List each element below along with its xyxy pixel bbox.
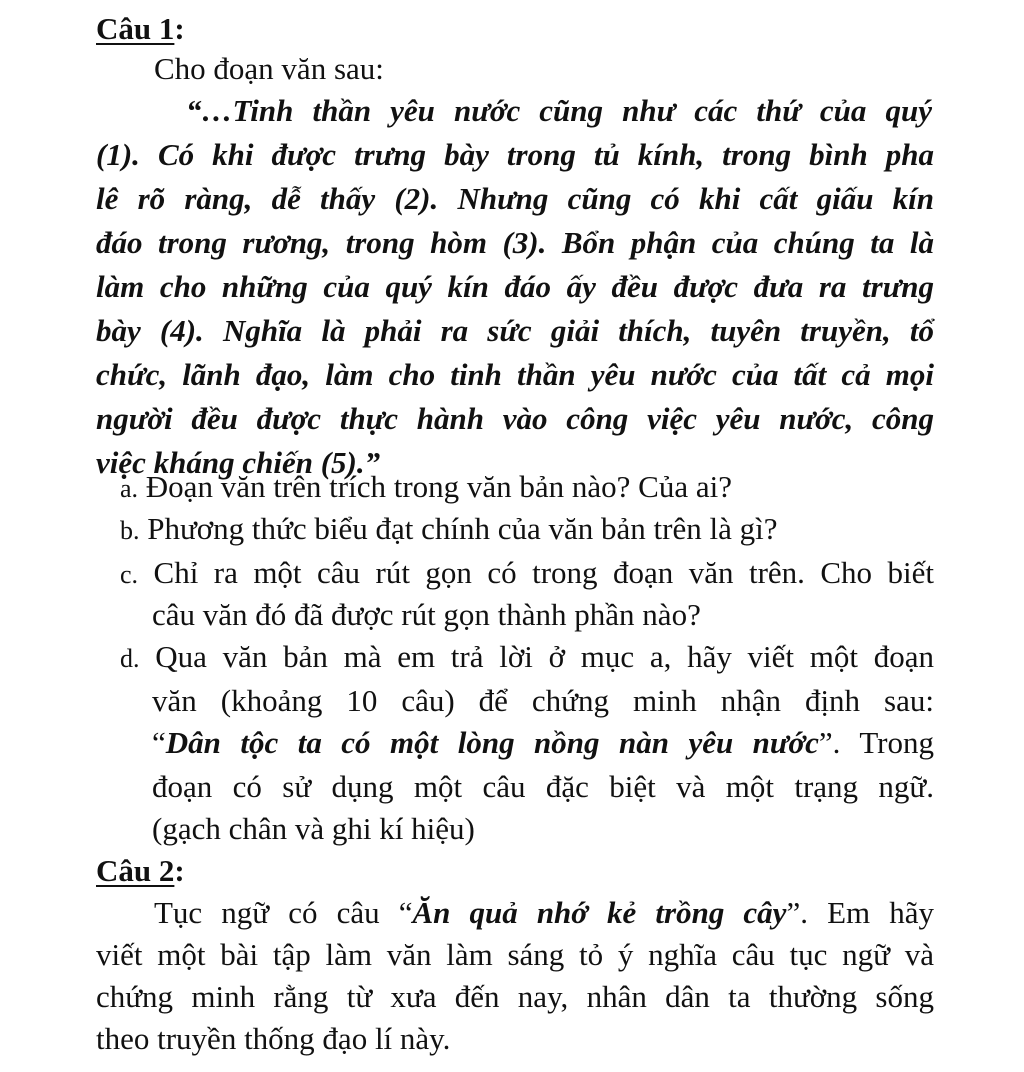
passage-line-3: lê rõ ràng, dễ thấy (2). Nhưng cũng có khi cất giấu kín — [96, 181, 934, 216]
passage-line-2: (1). Có khi được trưng bày trong tủ kính, trong bình pha — [96, 137, 934, 172]
question-1c-line-2: câu văn đó đã được rút gọn thành phần nào? — [152, 597, 701, 632]
question-1a: a. Đoạn văn trên trích trong văn bản nào? Của ai? — [120, 469, 732, 504]
question-1b: b. Phương thức biểu đạt chính của văn bản trên là gì? — [120, 511, 778, 546]
passage-line-8: người đều được thực hành vào công việc yêu nước, công — [96, 401, 934, 436]
question-2-line-3: chứng minh rằng từ xưa đến nay, nhân dân ta thường sống — [96, 979, 934, 1014]
question-1d-line-3: “Dân tộc ta có một lòng nồng nàn yêu nước”. Trong — [152, 725, 934, 760]
question-1d-line-1: d. Qua văn bản mà em trả lời ở mục a, hãy viết một đoạn — [120, 639, 934, 674]
question-2-heading: Câu 2: — [96, 853, 185, 888]
question-2-line-2: viết một bài tập làm văn làm sáng tỏ ý nghĩa câu tục ngữ và — [96, 937, 934, 972]
passage-line-5: làm cho những của quý kín đáo ấy đều được đưa ra trưng — [96, 269, 934, 304]
question-1d-line-2: văn (khoảng 10 câu) để chứng minh nhận định sau: — [152, 683, 934, 718]
question-1c-line-1: c. Chỉ ra một câu rút gọn có trong đoạn văn trên. Cho biết — [120, 555, 934, 590]
item-marker-c: c. — [120, 560, 139, 589]
question-1d-line-4: đoạn có sử dụng một câu đặc biệt và một trạng ngữ. — [152, 769, 934, 804]
item-marker-d: d. — [120, 644, 140, 673]
item-marker-b: b. — [120, 516, 140, 545]
passage-line-1: “…Tinh thần yêu nước cũng như các thứ của quý — [186, 93, 932, 128]
passage-line-9: việc kháng chiến (5).” — [96, 445, 381, 480]
question-1-heading: Câu 1: — [96, 11, 185, 46]
question-1d-line-5: (gạch chân và ghi kí hiệu) — [152, 811, 475, 846]
passage-line-7: chức, lãnh đạo, làm cho tinh thần yêu nước của tất cả mọi — [96, 357, 934, 392]
passage-line-4: đáo trong rương, trong hòm (3). Bổn phận của chúng ta là — [96, 225, 934, 260]
item-marker-a: a. — [120, 474, 139, 503]
question-2-line-1: Tục ngữ có câu “Ăn quả nhớ kẻ trồng cây”. Em hãy — [154, 895, 934, 930]
question-2-line-4: theo truyền thống đạo lí này. — [96, 1021, 451, 1056]
question-1-intro: Cho đoạn văn sau: — [154, 51, 384, 86]
passage-line-6: bày (4). Nghĩa là phải ra sức giải thích, tuyên truyền, tổ — [96, 313, 934, 348]
